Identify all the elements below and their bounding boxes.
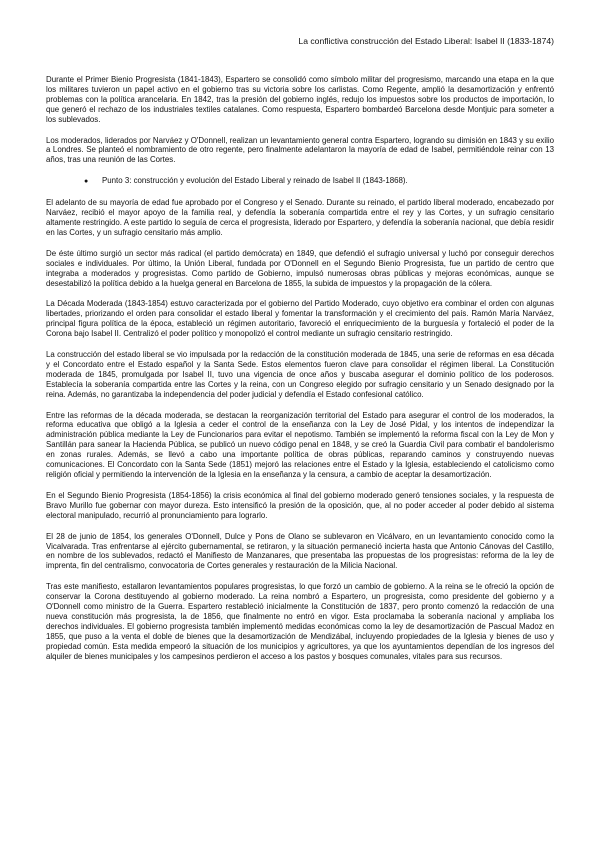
section-heading: Punto 3: construcción y evolución del Estado Liberal y reinado de Isabel II (1843-1868). [102, 176, 408, 186]
paragraph-moderados-levantamiento: Los moderados, liderados por Narváez y O'Donnell, realizan un levantamiento general contra Espartero, logrando su dimisión en 1843 y su exilio a Londres. Se planteó el nombramiento de otro regente, pero finalmente adelantaron la mayoría de edad de Isabel, permitiéndole reinar con 13 años, tras una reunión de las Cortes. [46, 135, 554, 165]
paragraph-primer-bienio: Durante el Primer Bienio Progresista (1841-1843), Espartero se consolidó como símbolo militar del progresismo, marcando una etapa en la que los militares tuvieron un papel activo en el gobierno tras su victoria sobre los carlistas. Como Regente, amplió la desamortización y enfrentó problemas con la política arancelaria. En 1842, tras la presión del gobierno inglés, redujo los impuestos sobre los productos de importación, lo que generó el rechazo de los industriales textiles catalanes. Como respuesta, Espartero bombardeó Barcelona desde Montjuic para someter a los sublevados. [46, 75, 554, 124]
running-header: La conflictiva construcción del Estado Liberal: Isabel II (1833-1874) [298, 36, 554, 46]
section-bullet [46, 176, 554, 187]
paragraph-decada-moderada: La Década Moderada (1843-1854) estuvo caracterizada por el gobierno del Partido Moderado, cuyo objetivo era combinar el orden con algunas libertades, priorizando el orden para consolidar el estado liberal y fomentar la transformación y el crecimiento del país. Ramón María Narváez, principal figura política de la época, estableció un régimen autoritario, favoreció el enriquecimiento de la burguesía y fortaleció el poder de la Corona bajo Isabel II. Centralizó el poder político y monopolizó el control mediante un sufragio censitario restringido. [46, 299, 554, 339]
paragraph-segundo-bienio: En el Segundo Bienio Progresista (1854-1856) la crisis económica al final del gobierno moderado generó tensiones sociales, y la respuesta de Bravo Murillo fue gobernar con mayor dureza. Esto intensificó la presión de la oposición, que, al no poder acceder al poder debido al sistema electoral manipulado, recurrió al pronunciamiento para lograrlo. [46, 490, 554, 520]
paragraph-gobierno-progresista: Tras este manifiesto, estallaron levantamientos populares progresistas, lo que forzó un cambio de gobierno. A la reina se le ofreció la opción de conservar la Corona destituyendo al gobierno moderado. La reina nombró a Espartero, un progresista, como presidente del gobierno y a O'Donnell como ministro de la Guerra. Espartero restableció inicialmente la Constitución de 1837, pero pronto comenzó la redacción de una nueva constitución más progresista, la de 1856, que finalmente no entró en vigor. Esta proclamaba la soberanía nacional y ampliaba los derechos individuales. El gobierno progresista también implementó medidas económicas como la ley de desamortización de Pascual Madoz en 1855, que puso a la venta el doble de bienes que la desamortización de Mendizábal, incluyendo propiedades de la Iglesia y bienes de uso y propiedad común. Esta medida empeoró la situación de los municipios y agricultores, ya que los ayuntamientos dependían de los ingresos del alquiler de bienes municipales y los campesinos perdieron el acceso a los pastos y bosques comunales, vitales para sus recursos. [46, 582, 554, 661]
paragraph-democratas-union-liberal: De éste último surgió un sector más radical (el partido demócrata) en 1849, que defendió el sufragio universal y luchó por conseguir derechos sociales e individuales. Por último, la Unión Liberal, fundada por O'Donnell en el Segundo Bienio Progresista, fue un partido de centro que integraba a moderados y progresistas. Como partido de Gobierno, impulsó numerosas obras públicas y mejoras económicas, aunque se desestabilizó la política debido a la huelga general en Barcelona de 1855, la subida de impuestos y la propagación de la cólera. [46, 248, 554, 288]
paragraph-vicalvarada: El 28 de junio de 1854, los generales O'Donnell, Dulce y Pons de Olano se sublevaron en Vicálvaro, en un levantamiento conocido como la Vicalvarada. Tras enfrentarse al ejército gubernamental, se retiraron, y la situación permaneció incierta hasta que Antonio Cánovas del Castillo, en nombre de los sublevados, redactó el Manifiesto de Manzanares, que presentaba las propuestas de los progresistas: reforma de la ley de imprenta, fin del centralismo, convocatoria de Cortes generales y restauración de la Milicia Nacional. [46, 531, 554, 571]
paragraph-reformas: Entre las reformas de la década moderada, se destacan la reorganización territorial del Estado para asegurar el control de los moderados, la reforma educativa que obligó a la Iglesia a ceder el control de la enseñanza con la Ley de José Pidal, y los intentos de independizar la administración pública mediante la Ley de Funcionarios para evitar el nepotismo. También se implementó la reforma fiscal con la Ley de Mon y Santillán para sanear la Hacienda Pública, se publicó un nuevo código penal en 1848, y se creó la Guardia Civil para combatir el bandolerismo en zonas rurales. Además, se llevó a cabo una importante política de obras públicas, reparando caminos y construyendo nuevas comunicaciones. El Concordato con la Santa Sede (1851) mejoró las relaciones entre el Estado y la Iglesia, estableciendo el catolicismo como religión oficial y permitiendo la intervención de la Iglesia en la enseñanza y la censura, a cambio de aceptar la desamortización. [46, 410, 554, 479]
paragraph-constitucion-1845: La construcción del estado liberal se vio impulsada por la redacción de la constitución moderada de 1845, una serie de reformas en esa década y el Concordato entre el Estado español y la Santa Sede. Estos elementos fueron clave para consolidar el régimen liberal. La Constitución moderada de 1845, promulgada por Isabel II, tuvo una vigencia de once años y buscaba asegurar el dominio político de los poderosos. Establecía la soberanía compartida entre las Cortes y la reina, con un Congreso elegido por sufragio censitario y un Senado designado por la reina. Además, no garantizaba la independencia del poder judicial y defendía el Estado confesional católico. [46, 350, 554, 399]
bullet-icon: ● [84, 178, 89, 186]
paragraph-partidos: El adelanto de su mayoría de edad fue aprobado por el Congreso y el Senado. Durante su reinado, el partido liberal moderado, encabezado por Narváez, recibió el mayor apoyo de la familia real, y defendía la soberanía compartida entre el rey y las Cortes, y un sufragio censitario altamente restringido. A este partido lo seguía de cerca el progresista, liderado por Espartero, y defendía la soberanía nacional, que debía residir en las Cortes, y un sufragio censitario más amplio. [46, 198, 554, 237]
